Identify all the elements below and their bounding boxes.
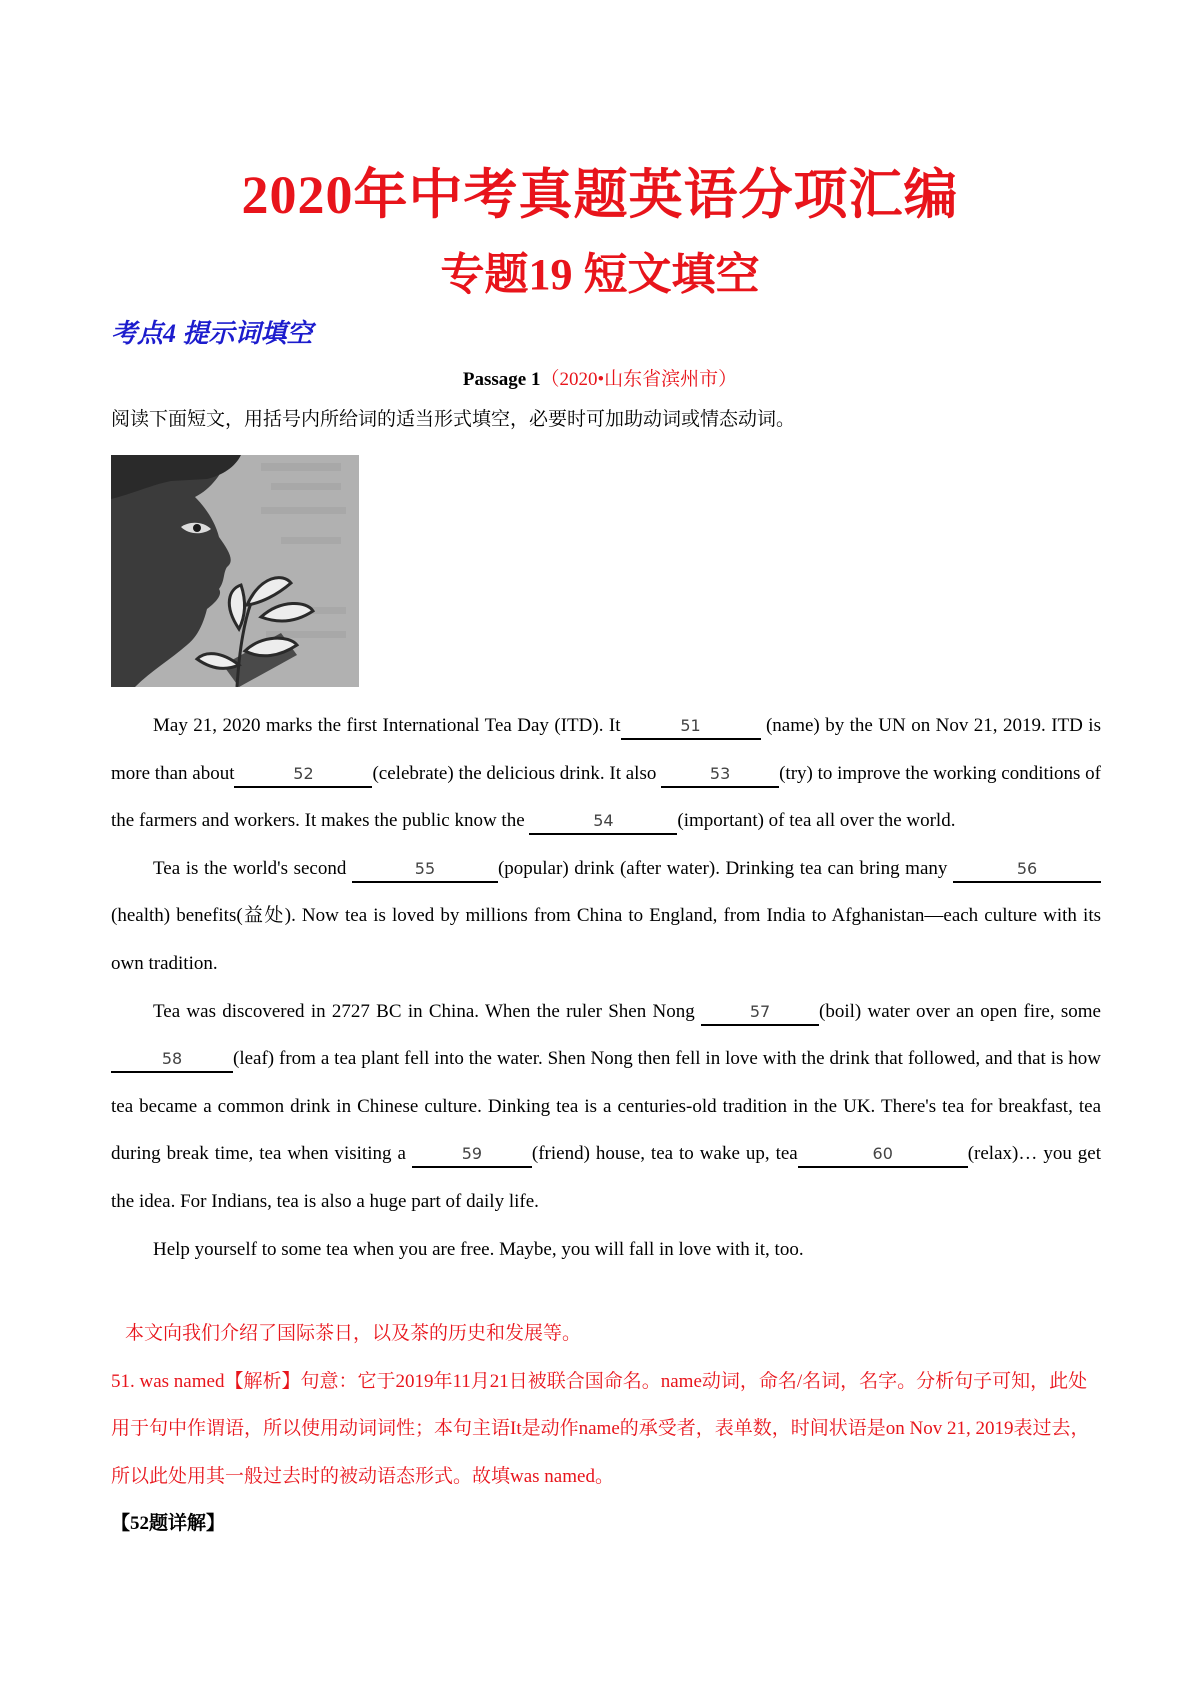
passage-paragraph-1 (111, 702, 1101, 845)
passage-text: (friend) house, tea to wake up, tea (531, 1143, 798, 1165)
main-title: 2020年中考真题英语分项汇编 (241, 165, 959, 225)
passage-body (111, 702, 1101, 1273)
tea-illustration (111, 455, 359, 687)
blank-56: 56 (953, 857, 1101, 883)
answer-analysis (111, 1310, 1101, 1548)
analysis-q51: 51. was named【解析】句意：它于2019年11月21日被联合国命名。name动词，命名/名词，名字。分析句子可知，此处用于句中作谓语，所以使用动词词性；本句主语It是动作name的承受者，表单数，时间状语是on Nov 21, 2019表过去，所以此处用其一般过去时的被动语态形式。故填was named。 (111, 1370, 1090, 1487)
sub-title: 专题19 短文填空 (440, 250, 760, 299)
blank-57: 57 (701, 1000, 819, 1026)
passage-paragraph-4: Help yourself to some tea when you are free. Maybe, you will fall in love with it, too. (153, 1238, 804, 1260)
passage-text: (name) by the UN on Nov 21, 2019. ITD is more than about (111, 715, 1101, 784)
passage-heading (0, 366, 1200, 394)
passage-text: (try) to improve the working conditions of the farmers and workers. It makes the public know the (111, 762, 1102, 832)
instruction-text: 阅读下面短文，用括号内所给词的适当形式填空，必要时可加助动词或情态动词。 (111, 409, 796, 430)
passage-source: （2020•山东省滨州市） (540, 369, 738, 390)
passage-text: (leaf) from a tea plant fell into the water. Shen Nong then fell in love with the drink that followed, and that is how tea became a common drink in Chinese culture. Dinking tea is a centuries-old tradition in the UK. There's tea for breakfast, tea during break time, tea when visiting a (111, 1048, 1101, 1165)
passage-text: (boil) water over an open fire, some (819, 1000, 1101, 1022)
passage-label: Passage 1 (462, 369, 541, 390)
blank-52: 52 (234, 762, 372, 788)
passage-text: (celebrate) the delicious drink. It also (372, 762, 662, 784)
passage-text: (popular) drink (after water). Drinking tea can bring many (497, 857, 953, 879)
passage-paragraph-3 (111, 988, 1101, 1226)
passage-text: Tea was discovered in 2727 BC in China. When the ruler Shen Nong (153, 1000, 702, 1022)
blank-55: 55 (352, 857, 498, 883)
blank-60: 60 (798, 1142, 968, 1168)
passage-text: (relax)… you get the idea. For Indians, tea is also a huge part of daily life. (111, 1143, 1102, 1212)
section-heading: 考点4 提示词填空 (111, 319, 313, 348)
analysis-summary: 本文向我们介绍了国际茶日，以及茶的历史和发展等。 (125, 1323, 582, 1344)
blank-53: 53 (661, 762, 779, 788)
blank-51: 51 (621, 714, 761, 740)
analysis-q52-heading: 【52题详解】 (111, 1513, 226, 1535)
passage-paragraph-2 (111, 845, 1101, 988)
blank-54: 54 (529, 809, 677, 835)
passage-text: Tea is the world's second (153, 857, 352, 879)
passage-text: May 21, 2020 marks the first International Tea Day (ITD). It (153, 715, 621, 736)
blank-58: 58 (111, 1047, 233, 1073)
passage-text: (health) benefits(益处). Now tea is loved by millions from China to England, from India to Afghanistan—each culture with its own tradition. (111, 905, 1101, 974)
passage-text: (important) of tea all over the world. (677, 810, 956, 832)
blank-59: 59 (412, 1142, 532, 1168)
